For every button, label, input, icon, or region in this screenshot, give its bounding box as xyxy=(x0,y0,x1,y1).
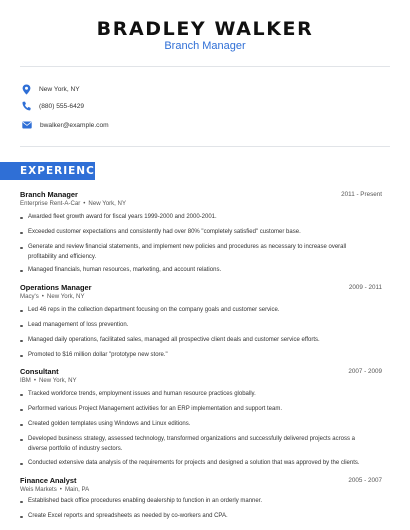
job-title: Consultant xyxy=(20,367,59,376)
job-bullet: Led 46 reps in the collection department focusing on the company goals and customer service. xyxy=(20,306,365,316)
contact-phone xyxy=(22,99,84,113)
job-company: Enterprise Rent-A-Car xyxy=(20,200,81,207)
job-dates: 2005 - 2007 xyxy=(348,477,382,484)
job-bullet: Performed various Project Management activities for an ERP implementation and support team. xyxy=(20,405,365,415)
job-bullet: Awarded fleet growth award for fiscal years 1999-2000 and 2000-2001. xyxy=(20,213,365,223)
job-bullet: Tracked workforce trends, employment issues and human resource practices globally. xyxy=(20,390,365,400)
job-location: New York, NY xyxy=(38,377,77,384)
job-bullet: Developed business strategy, assessed technology, transformed organizations and successfully delivered projects across a diverse portfolio of industry sectors. xyxy=(20,435,365,454)
candidate-name: BRADLEY WALKER xyxy=(96,18,314,40)
job-title: Operations Manager xyxy=(20,283,92,292)
job-bullet: Managed financials, human resources, marketing, and account relations. xyxy=(20,266,365,276)
job-company-location: Weis Markets • Main, PA xyxy=(20,486,90,493)
job-company: Macy's xyxy=(20,293,39,300)
job-location: New York, NY xyxy=(46,293,85,300)
experience-section-header xyxy=(0,162,103,180)
email-icon xyxy=(22,121,32,129)
job-bullet: Create Excel reports and spreadsheets as needed by co-workers and CPA. xyxy=(20,512,365,522)
job-dates: 2011 - Present xyxy=(341,191,382,198)
job-title: Branch Manager xyxy=(20,190,78,199)
location-pin-icon xyxy=(22,84,31,95)
job-company: Weis Markets xyxy=(20,486,57,493)
contact-divider xyxy=(20,146,390,147)
job-bullet: Exceeded customer expectations and consistently had over 80% "completely satisfied" customer base. xyxy=(20,228,365,238)
job-bullet: Promoted to $16 million dollar "prototype new store." xyxy=(20,351,365,361)
job-dates: 2009 - 2011 xyxy=(348,284,382,291)
job-company-location: IBM • New York, NY xyxy=(20,377,77,384)
job-bullet: Created golden templates using Windows and Linux editions. xyxy=(20,420,365,430)
location-text: New York, NY xyxy=(39,85,80,93)
job-dates: 2007 - 2009 xyxy=(348,368,382,375)
job-bullet: Conducted extensive data analysis of the requirements for projects and designed a solution that was approved by the clients. xyxy=(20,459,365,469)
job-company: IBM xyxy=(20,377,31,384)
job-company-location: Enterprise Rent-A-Car • New York, NY xyxy=(20,200,127,207)
job-location: New York, NY xyxy=(88,200,127,207)
job-location: Main, PA xyxy=(64,486,90,493)
experience-heading: EXPERIENCE xyxy=(20,165,103,177)
header-divider xyxy=(20,66,390,67)
contact-location xyxy=(22,82,80,96)
contact-email[interactable] xyxy=(22,118,109,132)
job-title: Finance Analyst xyxy=(20,476,77,485)
job-bullet: Generate and review financial statements, and implement new policies and procedures as necessary to increase overall profitability and efficiency. xyxy=(20,243,365,262)
job-company-location: Macy's • New York, NY xyxy=(20,293,85,300)
job-bullet: Lead management of loss prevention. xyxy=(20,321,365,331)
phone-icon xyxy=(22,101,31,111)
phone-text: (880) 555-6429 xyxy=(39,102,85,110)
candidate-role: Branch Manager xyxy=(164,40,246,52)
email-text[interactable]: bwalker@example.com xyxy=(40,121,109,129)
job-bullet: Established back office procedures enabling dealership to function in an orderly manner. xyxy=(20,497,365,507)
job-bullet: Managed daily operations, facilitated sales, managed all prospective client deals and customer service efforts. xyxy=(20,336,365,346)
